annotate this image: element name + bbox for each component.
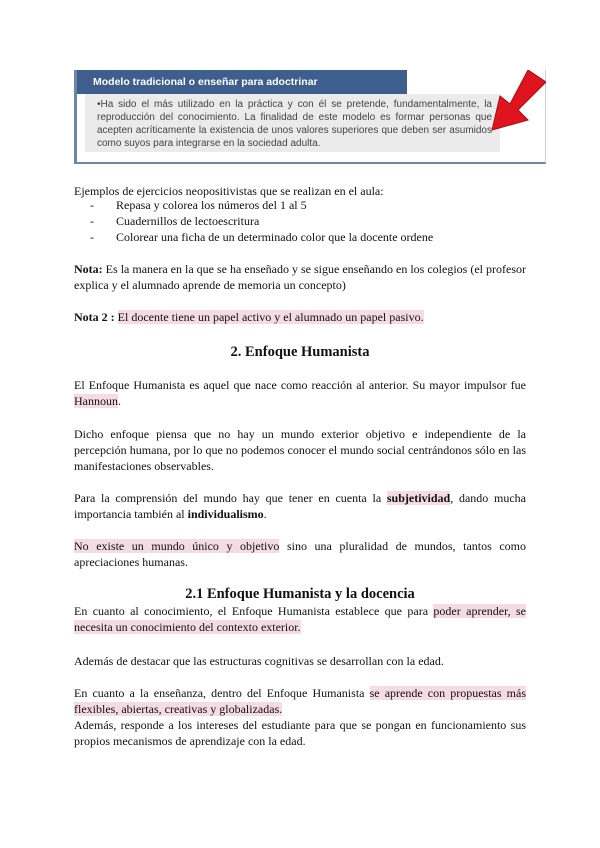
subsection-heading: 2.1 Enfoque Humanista y la docencia — [185, 586, 415, 602]
nota2-label: Nota 2 : — [74, 310, 115, 324]
paragraph — [74, 603, 526, 635]
paragraph — [74, 538, 526, 570]
paragraph: Además de destacar que las estructuras cognitivas se desarrollan con la edad. — [74, 654, 444, 668]
text-run: , dando mucha importancia también al — [74, 491, 526, 521]
list-item: - Repasa y colorea los números del 1 al 5 — [90, 197, 520, 213]
bold-term: individualismo — [187, 507, 264, 521]
slide-header: Modelo tradicional o enseñar para adoctrinar — [77, 70, 407, 94]
slide-body-text: •Ha sido el más utilizado en la práctica y con él se pretende, fundamentalmente, la reproducción del conocimiento. La finalidad de este modelo es formar personas que acepten acríticamente la existencia de unos valores superiores que deben ser asumidos como suyos para integrarse en la sociedad adulta. — [97, 99, 492, 149]
paragraph — [74, 377, 526, 409]
text-run: sino una pluralidad de mundos, tantos como apreciaciones humanas. — [74, 539, 526, 569]
bold-highlight: subjetividad — [386, 491, 451, 505]
paragraph — [74, 685, 526, 717]
nota2-highlight: El docente tiene un papel activo y el alumnado un papel pasivo. — [117, 310, 424, 324]
list-item: - Colorear una ficha de un determinado color que la docente ordene — [90, 229, 520, 245]
highlight: Hannoun — [74, 394, 118, 408]
red-arrow-icon — [484, 70, 546, 134]
examples-title: Ejemplos de ejercicios neopositivistas que se realizan en el aula: — [74, 184, 384, 198]
list-item: - Cuadernillos de lectoescritura — [90, 213, 520, 229]
text-run: En cuanto a la enseñanza, dentro del Enfoque Humanista — [74, 686, 370, 700]
highlight: se aprende con propuestas más flexibles, abiertas, creativas y globalizadas. — [74, 686, 526, 716]
examples-list — [90, 197, 520, 245]
paragraph: Además, responde a los intereses del estudiante para que se pongan en funcionamiento sus propios mecanismos de aprendizaje con la edad. — [74, 718, 526, 748]
nota2-paragraph — [74, 309, 526, 325]
nota-text: Es la manera en la que se ha enseñado y se sigue enseñando en los colegios (el profesor explica y el alumnado aprende de memoria un concepto) — [74, 262, 526, 292]
text-run: Para la comprensión del mundo hay que tener en cuenta la — [74, 491, 387, 505]
highlight: No existe un mundo único y objetivo — [74, 539, 280, 553]
paragraph — [74, 490, 526, 522]
embedded-slide-image — [74, 70, 546, 164]
nota-paragraph — [74, 261, 526, 293]
section-heading: 2. Enfoque Humanista — [230, 344, 370, 360]
nota-label: Nota: — [74, 262, 103, 276]
text-run: El Enfoque Humanista es aquel que nace como reacción al anterior. Su mayor impulsor fue — [74, 378, 526, 392]
highlight: poder aprender, se necesita un conocimiento del contexto exterior. — [74, 604, 526, 634]
paragraph: Dicho enfoque piensa que no hay un mundo exterior objetivo e independiente de la percepción humana, por lo que no podemos conocer el mundo social centrándonos sólo en las manifestaciones observables. — [74, 427, 526, 473]
text-run: . — [263, 507, 267, 521]
text-run: En cuanto al conocimiento, el Enfoque Humanista establece que para — [74, 604, 434, 618]
text-run: . — [118, 394, 121, 408]
